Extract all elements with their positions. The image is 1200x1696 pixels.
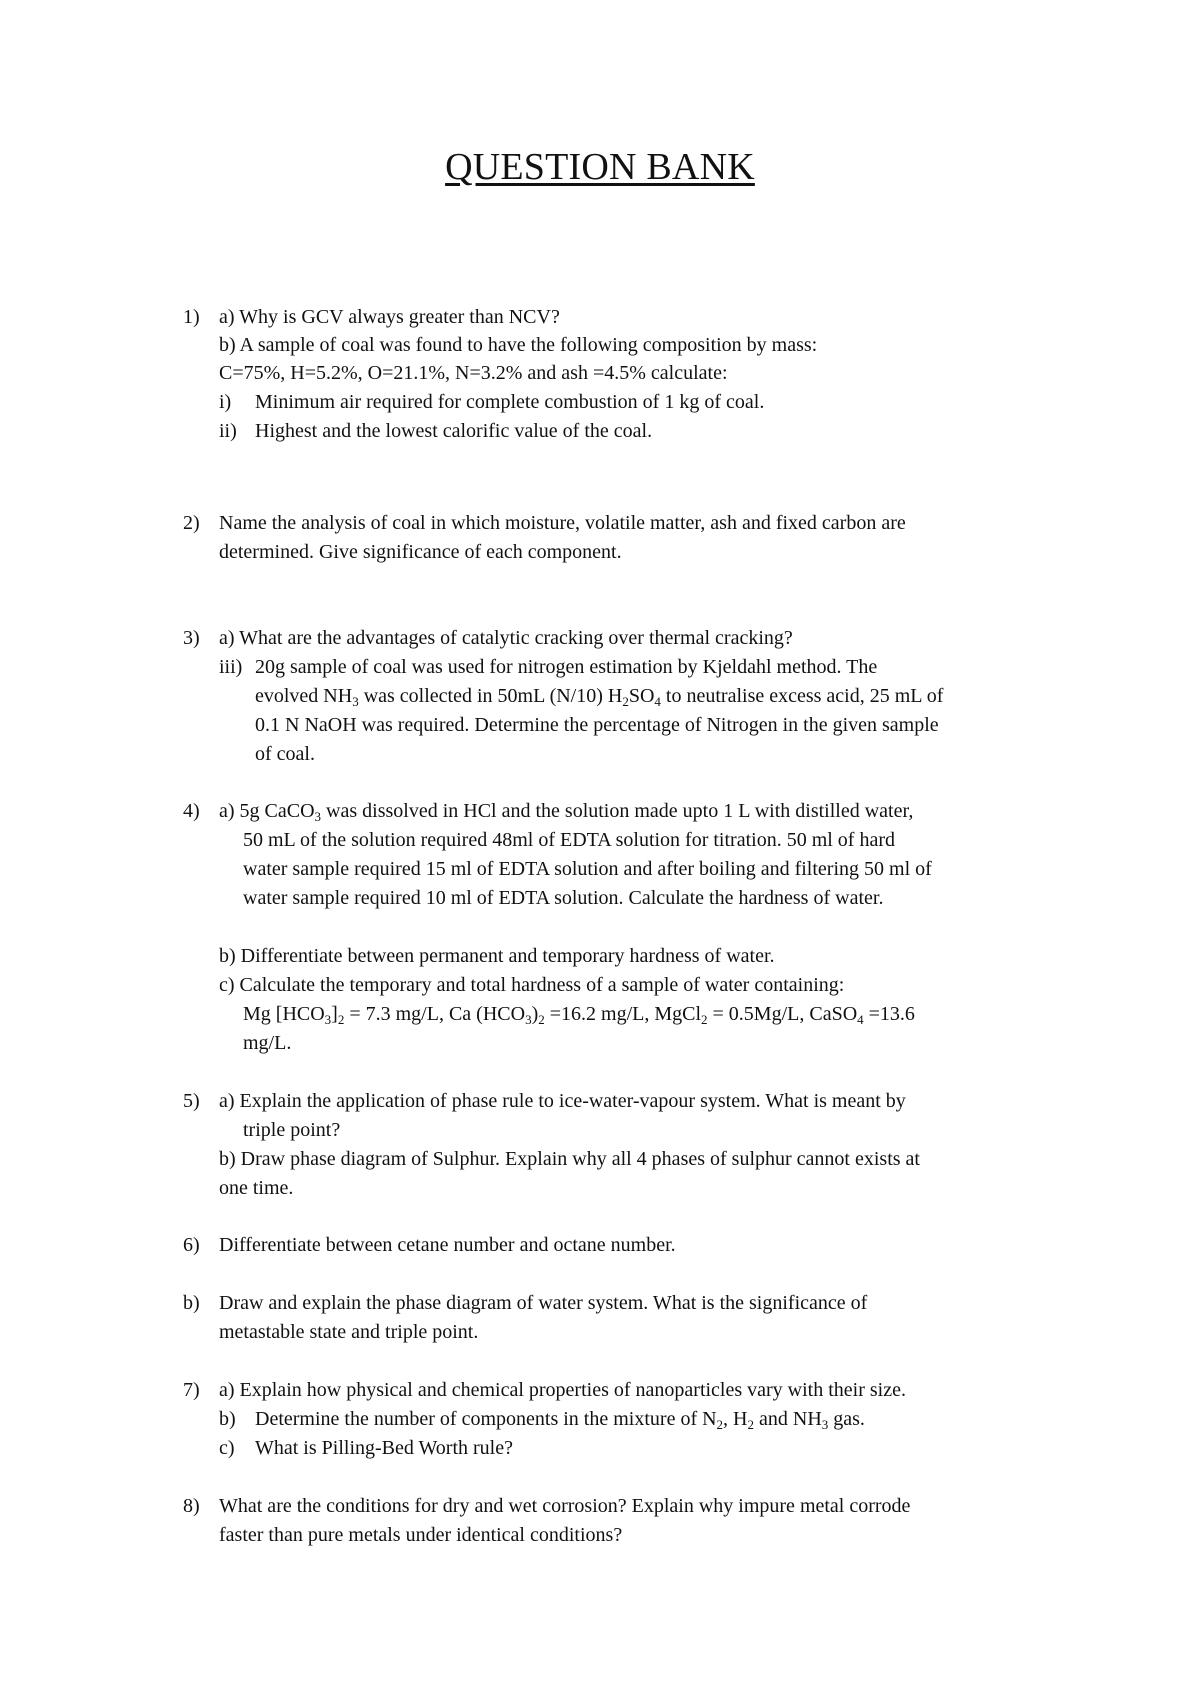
q1-sub-ii: Highest and the lowest calorific value of the coal.	[255, 420, 653, 442]
q7-part-c: What is Pilling-Bed Worth rule?	[255, 1437, 513, 1459]
q4-part-a-line-4: water sample required 10 ml of EDTA solution. Calculate the hardness of water.	[243, 887, 884, 909]
q3-sub-iii-line-1: 20g sample of coal was used for nitrogen estimation by Kjeldahl method. The	[255, 656, 878, 678]
q2-line-1: Name the analysis of coal in which moisture, volatile matter, ash and fixed carbon are	[219, 512, 906, 534]
q5-part-a-line-2: triple point?	[243, 1119, 341, 1141]
q1-number: 1)	[183, 306, 200, 328]
q3-part-a: a) What are the advantages of catalytic cracking over thermal cracking?	[219, 627, 793, 649]
q7-part-b-label: b)	[219, 1408, 236, 1430]
q6-line-1: Differentiate between cetane number and octane number.	[219, 1234, 676, 1256]
q4-part-c-line-1: c) Calculate the temporary and total hardness of a sample of water containing:	[219, 974, 845, 996]
q5-part-b-line-1: b) Draw phase diagram of Sulphur. Explain why all 4 phases of sulphur cannot exists at	[219, 1148, 920, 1170]
q8-line-1: What are the conditions for dry and wet corrosion? Explain why impure metal corrode	[219, 1495, 911, 1517]
q7-part-c-label: c)	[219, 1437, 235, 1459]
q4-part-b: b) Differentiate between permanent and temporary hardness of water.	[219, 945, 775, 967]
q6b-line-1: Draw and explain the phase diagram of water system. What is the significance of	[219, 1292, 868, 1314]
q7-part-a: a) Explain how physical and chemical properties of nanoparticles vary with their size.	[219, 1379, 906, 1401]
q4-part-a-line-3: water sample required 15 ml of EDTA solution and after boiling and filtering 50 ml of	[243, 858, 932, 880]
q6b-line-2: metastable state and triple point.	[219, 1321, 479, 1343]
q6-number: 6)	[183, 1234, 200, 1256]
q4-number: 4)	[183, 800, 200, 822]
q4-part-a-line-2: 50 mL of the solution required 48ml of EDTA solution for titration. 50 ml of hard	[243, 829, 896, 851]
q1-sub-ii-label: ii)	[219, 420, 237, 442]
q8-line-2: faster than pure metals under identical conditions?	[219, 1524, 623, 1546]
q1-part-b: b) A sample of coal was found to have the following composition by mass:	[219, 334, 818, 356]
q1-sub-i-label: i)	[219, 391, 232, 413]
q5-part-b-line-2: one time.	[219, 1177, 294, 1199]
q4-part-c-line-3: mg/L.	[243, 1032, 292, 1054]
q2-line-2: determined. Give significance of each component.	[219, 541, 622, 563]
q5-number: 5)	[183, 1090, 200, 1112]
q3-sub-iii-line-4: of coal.	[255, 743, 315, 765]
q5-part-a-line-1: a) Explain the application of phase rule to ice-water-vapour system. What is meant by	[219, 1090, 906, 1112]
q4-part-c-line-2: Mg $[HCO_3]_2 = 7.3$ mg/L, Ca $(HCO_3)_2 =16.2$ mg/L, MgCl$_2$ = 0.5Mg/L, CaSO$_4$ =13.6	[243, 1003, 915, 1027]
q7-number: 7)	[183, 1379, 200, 1401]
q3-sub-iii-line-2: evolved $NH_3$ was collected in 50mL (N/10) $H_2SO_4$ to neutralise excess acid, 25 mL of	[255, 685, 944, 709]
q3-sub-iii-line-3: 0.1 N NaOH was required. Determine the percentage of Nitrogen in the given sample	[255, 714, 939, 736]
q3-number: 3)	[183, 627, 200, 649]
q1-composition: C=75%, H=5.2%, O=21.1%, N=3.2% and ash =4.5% calculate:	[219, 362, 728, 384]
q6b-label: b)	[183, 1292, 200, 1314]
q7-part-b: Determine the number of components in the mixture of $N_2$, $H_2$ and $NH_3$ gas.	[255, 1408, 865, 1432]
page-title: QUESTION BANK	[445, 146, 755, 188]
q4-part-a-line-1: a) 5g CaCO$_3$ was dissolved in HCl and the solution made upto 1 L with distilled water,	[219, 800, 914, 824]
q2-number: 2)	[183, 512, 200, 534]
q8-number: 8)	[183, 1495, 200, 1517]
q1-sub-i: Minimum air required for complete combustion of 1 kg of coal.	[255, 391, 765, 413]
q1-part-a: a) Why is GCV always greater than NCV?	[219, 306, 560, 328]
q3-sub-iii-label: iii)	[219, 656, 243, 678]
